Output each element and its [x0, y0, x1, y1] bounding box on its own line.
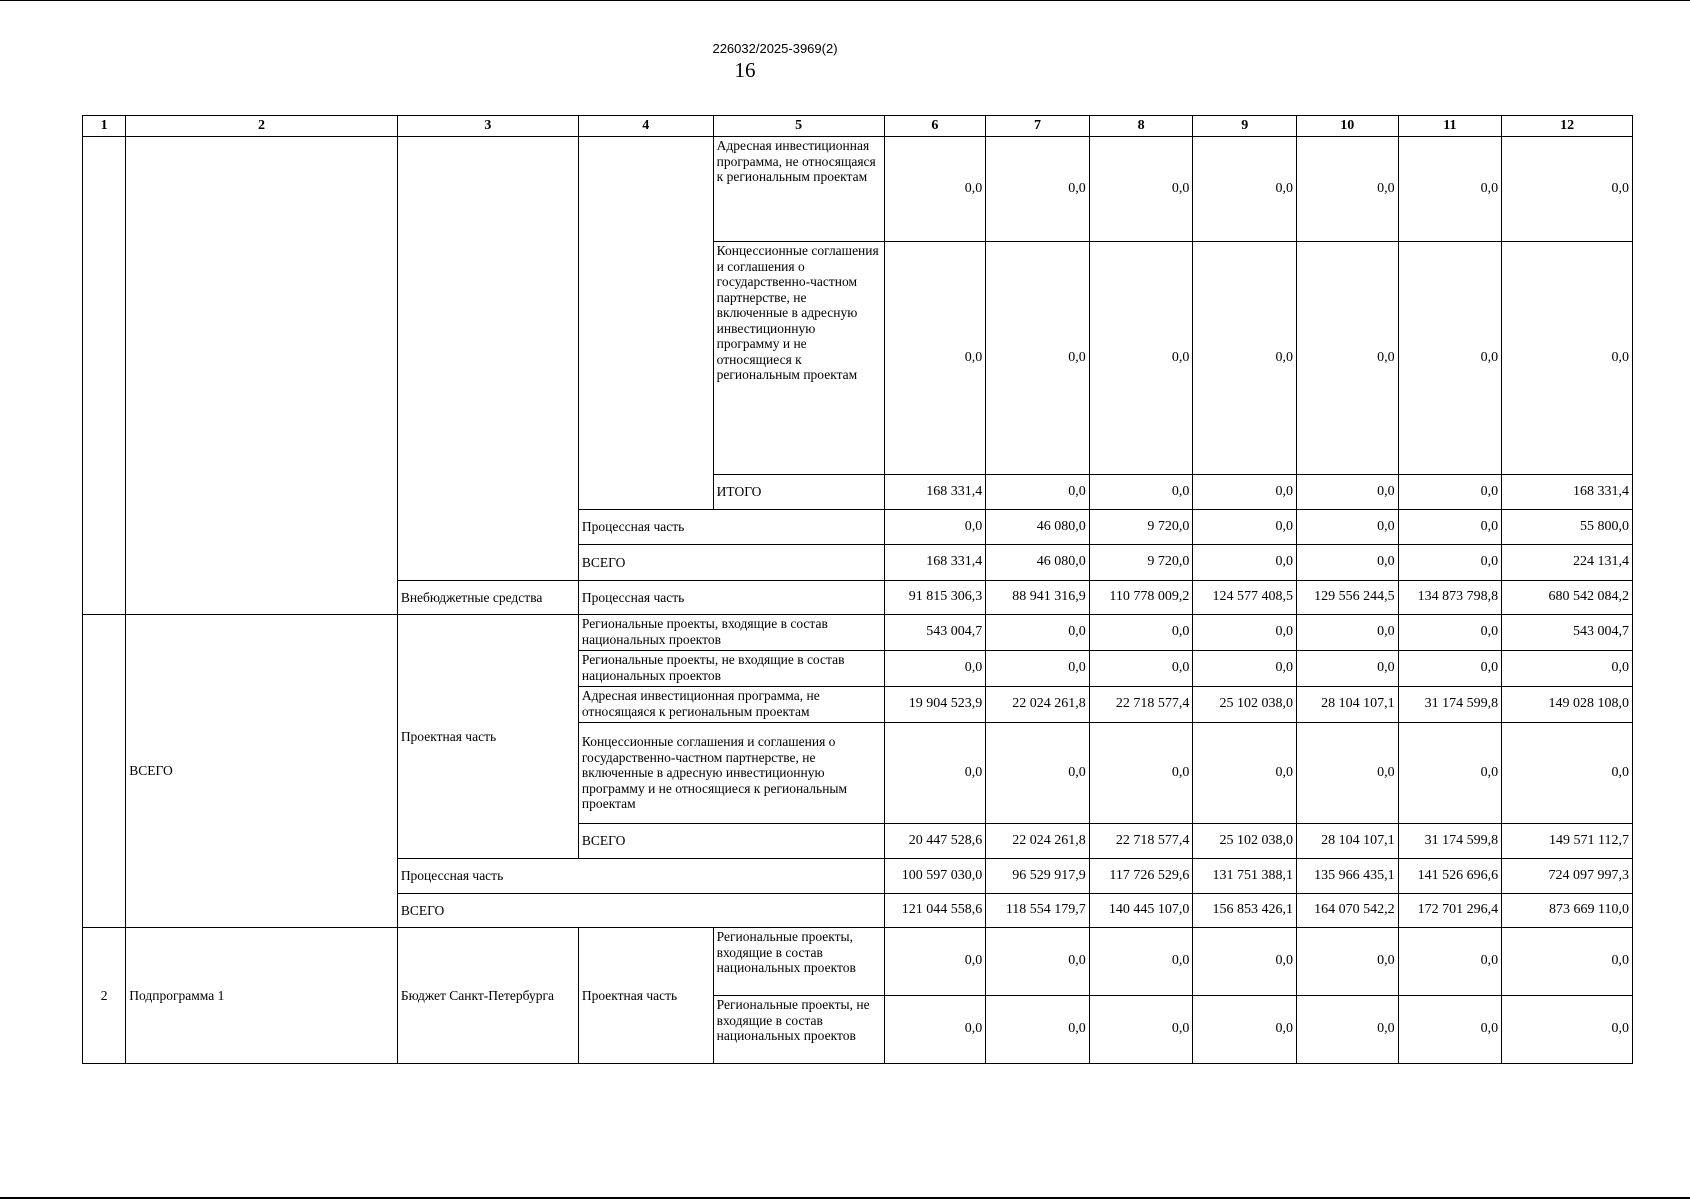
- label-vsego-section: ВСЕГО: [126, 615, 398, 928]
- value-cell: 543 004,7: [884, 615, 986, 651]
- label-process: Процессная часть: [578, 581, 884, 615]
- col-header-2: 2: [126, 116, 398, 137]
- value-cell: 0,0: [1193, 996, 1297, 1064]
- value-cell: 0,0: [986, 651, 1090, 687]
- value-cell: 100 597 030,0: [884, 859, 986, 894]
- value-cell: 9 720,0: [1089, 510, 1193, 545]
- label-project: Проектная часть: [578, 928, 713, 1064]
- value-cell: 156 853 426,1: [1193, 894, 1297, 928]
- label-extrabudget: Внебюджетные средства: [397, 581, 578, 615]
- column-number-row: [83, 116, 1633, 137]
- value-cell: 0,0: [1089, 137, 1193, 242]
- label-process: Процессная часть: [578, 510, 884, 545]
- value-cell: 91 815 306,3: [884, 581, 986, 615]
- value-cell: 168 331,4: [1502, 475, 1633, 510]
- col-header-12: 12: [1502, 116, 1633, 137]
- value-cell: 0,0: [884, 242, 986, 475]
- label-reg-in: Региональные проекты, входящие в состав национальных проектов: [713, 928, 884, 996]
- value-cell: 0,0: [1296, 242, 1398, 475]
- value-cell: 9 720,0: [1089, 545, 1193, 581]
- value-cell: 0,0: [1089, 475, 1193, 510]
- value-cell: 0,0: [1193, 928, 1297, 996]
- value-cell: 25 102 038,0: [1193, 824, 1297, 859]
- value-cell: 0,0: [1296, 928, 1398, 996]
- col-header-7: 7: [986, 116, 1090, 137]
- label-adr-prog: Адресная инвестиционная программа, не относящаяся к региональным проектам: [713, 137, 884, 242]
- col-header-4: 4: [578, 116, 713, 137]
- value-cell: 0,0: [884, 996, 986, 1064]
- cell-empty-num: [83, 615, 126, 928]
- label-reg-in: Региональные проекты, входящие в состав национальных проектов: [578, 615, 884, 651]
- value-cell: 149 571 112,7: [1502, 824, 1633, 859]
- value-cell: 0,0: [1398, 996, 1502, 1064]
- value-cell: 0,0: [1398, 545, 1502, 581]
- cell-continued-num: [83, 137, 126, 615]
- value-cell: 0,0: [1502, 723, 1633, 824]
- cell-continued-source: [397, 137, 578, 581]
- value-cell: 0,0: [1296, 651, 1398, 687]
- label-subprogram: Подпрограмма 1: [126, 928, 398, 1064]
- document-id: 226032/2025-3969(2): [712, 41, 838, 56]
- label-itogo: ИТОГО: [713, 475, 884, 510]
- value-cell: 164 070 542,2: [1296, 894, 1398, 928]
- col-header-11: 11: [1398, 116, 1502, 137]
- value-cell: 0,0: [884, 137, 986, 242]
- row-reg-in: [83, 615, 1633, 651]
- page-number: 16: [734, 58, 756, 82]
- scan-edge-top: [0, 0, 1690, 1]
- value-cell: 20 447 528,6: [884, 824, 986, 859]
- value-cell: 117 726 529,6: [1089, 859, 1193, 894]
- value-cell: 0,0: [986, 137, 1090, 242]
- value-cell: 0,0: [1193, 723, 1297, 824]
- value-cell: 0,0: [1089, 651, 1193, 687]
- label-process: Процессная часть: [397, 859, 884, 894]
- label-reg-out: Региональные проекты, не входящие в состав национальных проектов: [713, 996, 884, 1064]
- scan-edge-bottom: [0, 1197, 1690, 1199]
- value-cell: 28 104 107,1: [1296, 687, 1398, 723]
- value-cell: 0,0: [1296, 615, 1398, 651]
- label-concession: Концессионные соглашения и соглашения о государственно-частном партнерстве, не включенные в адресную инвестиционную программу и не относящиеся к региональным проектам: [578, 723, 884, 824]
- value-cell: 19 904 523,9: [884, 687, 986, 723]
- row-number: 2: [83, 928, 126, 1064]
- label-vsego: ВСЕГО: [397, 894, 884, 928]
- value-cell: 0,0: [986, 615, 1090, 651]
- value-cell: 0,0: [986, 723, 1090, 824]
- value-cell: 124 577 408,5: [1193, 581, 1297, 615]
- value-cell: 134 873 798,8: [1398, 581, 1502, 615]
- value-cell: 0,0: [1502, 928, 1633, 996]
- value-cell: 0,0: [1398, 928, 1502, 996]
- col-header-10: 10: [1296, 116, 1398, 137]
- value-cell: 680 542 084,2: [1502, 581, 1633, 615]
- value-cell: 172 701 296,4: [1398, 894, 1502, 928]
- value-cell: 0,0: [1398, 475, 1502, 510]
- cell-continued-name: [126, 137, 398, 615]
- value-cell: 0,0: [1502, 242, 1633, 475]
- row-subprogram-reg-in: [83, 928, 1633, 996]
- value-cell: 0,0: [884, 510, 986, 545]
- label-budget-spb: Бюджет Санкт-Петербурга: [397, 928, 578, 1064]
- value-cell: 0,0: [884, 928, 986, 996]
- col-header-3: 3: [397, 116, 578, 137]
- value-cell: 0,0: [1296, 545, 1398, 581]
- value-cell: 140 445 107,0: [1089, 894, 1193, 928]
- value-cell: 22 024 261,8: [986, 824, 1090, 859]
- label-vsego: ВСЕГО: [578, 824, 884, 859]
- label-adr-prog: Адресная инвестиционная программа, не относящаяся к региональным проектам: [578, 687, 884, 723]
- value-cell: 22 718 577,4: [1089, 687, 1193, 723]
- value-cell: 0,0: [1502, 996, 1633, 1064]
- value-cell: 0,0: [1398, 723, 1502, 824]
- value-cell: 0,0: [986, 996, 1090, 1064]
- col-header-8: 8: [1089, 116, 1193, 137]
- value-cell: 0,0: [1502, 651, 1633, 687]
- value-cell: 873 669 110,0: [1502, 894, 1633, 928]
- value-cell: 135 966 435,1: [1296, 859, 1398, 894]
- value-cell: 0,0: [1193, 545, 1297, 581]
- value-cell: 0,0: [1089, 996, 1193, 1064]
- value-cell: 121 044 558,6: [884, 894, 986, 928]
- value-cell: 0,0: [1089, 615, 1193, 651]
- value-cell: 22 718 577,4: [1089, 824, 1193, 859]
- cell-continued-part: [578, 137, 713, 510]
- value-cell: 110 778 009,2: [1089, 581, 1193, 615]
- value-cell: 0,0: [1193, 137, 1297, 242]
- label-concession: Концессионные соглашения и соглашения о государственно-частном партнерстве, не включенные в адресную инвестиционную программу и не относящиеся к региональным проектам: [713, 242, 884, 475]
- value-cell: 22 024 261,8: [986, 687, 1090, 723]
- value-cell: 0,0: [1193, 615, 1297, 651]
- value-cell: 118 554 179,7: [986, 894, 1090, 928]
- value-cell: 543 004,7: [1502, 615, 1633, 651]
- value-cell: 0,0: [884, 651, 986, 687]
- value-cell: 0,0: [1089, 723, 1193, 824]
- value-cell: 0,0: [884, 723, 986, 824]
- value-cell: 0,0: [1193, 242, 1297, 475]
- value-cell: 0,0: [1398, 510, 1502, 545]
- value-cell: 0,0: [1398, 615, 1502, 651]
- label-reg-out: Региональные проекты, не входящие в состав национальных проектов: [578, 651, 884, 687]
- value-cell: 28 104 107,1: [1296, 824, 1398, 859]
- label-project: Проектная часть: [397, 615, 578, 859]
- col-header-5: 5: [713, 116, 884, 137]
- value-cell: 96 529 917,9: [986, 859, 1090, 894]
- value-cell: 168 331,4: [884, 545, 986, 581]
- value-cell: 0,0: [1296, 137, 1398, 242]
- value-cell: 31 174 599,8: [1398, 687, 1502, 723]
- value-cell: 0,0: [1089, 928, 1193, 996]
- col-header-6: 6: [884, 116, 986, 137]
- value-cell: 0,0: [1296, 996, 1398, 1064]
- value-cell: 724 097 997,3: [1502, 859, 1633, 894]
- row-adr-prog: [83, 137, 1633, 242]
- col-header-1: 1: [83, 116, 126, 137]
- value-cell: 0,0: [1296, 510, 1398, 545]
- value-cell: 0,0: [1193, 510, 1297, 545]
- value-cell: 31 174 599,8: [1398, 824, 1502, 859]
- value-cell: 25 102 038,0: [1193, 687, 1297, 723]
- value-cell: 0,0: [986, 475, 1090, 510]
- value-cell: 0,0: [1193, 475, 1297, 510]
- value-cell: 0,0: [1089, 242, 1193, 475]
- col-header-9: 9: [1193, 116, 1297, 137]
- budget-table: [82, 115, 1633, 1064]
- value-cell: 0,0: [1193, 651, 1297, 687]
- value-cell: 46 080,0: [986, 510, 1090, 545]
- value-cell: 0,0: [1296, 475, 1398, 510]
- value-cell: 131 751 388,1: [1193, 859, 1297, 894]
- value-cell: 0,0: [1398, 651, 1502, 687]
- value-cell: 129 556 244,5: [1296, 581, 1398, 615]
- value-cell: 0,0: [986, 242, 1090, 475]
- value-cell: 141 526 696,6: [1398, 859, 1502, 894]
- value-cell: 0,0: [1398, 242, 1502, 475]
- value-cell: 88 941 316,9: [986, 581, 1090, 615]
- value-cell: 149 028 108,0: [1502, 687, 1633, 723]
- label-vsego: ВСЕГО: [578, 545, 884, 581]
- value-cell: 0,0: [1398, 137, 1502, 242]
- value-cell: 0,0: [1502, 137, 1633, 242]
- value-cell: 0,0: [1296, 723, 1398, 824]
- value-cell: 46 080,0: [986, 545, 1090, 581]
- value-cell: 224 131,4: [1502, 545, 1633, 581]
- value-cell: 55 800,0: [1502, 510, 1633, 545]
- value-cell: 168 331,4: [884, 475, 986, 510]
- value-cell: 0,0: [986, 928, 1090, 996]
